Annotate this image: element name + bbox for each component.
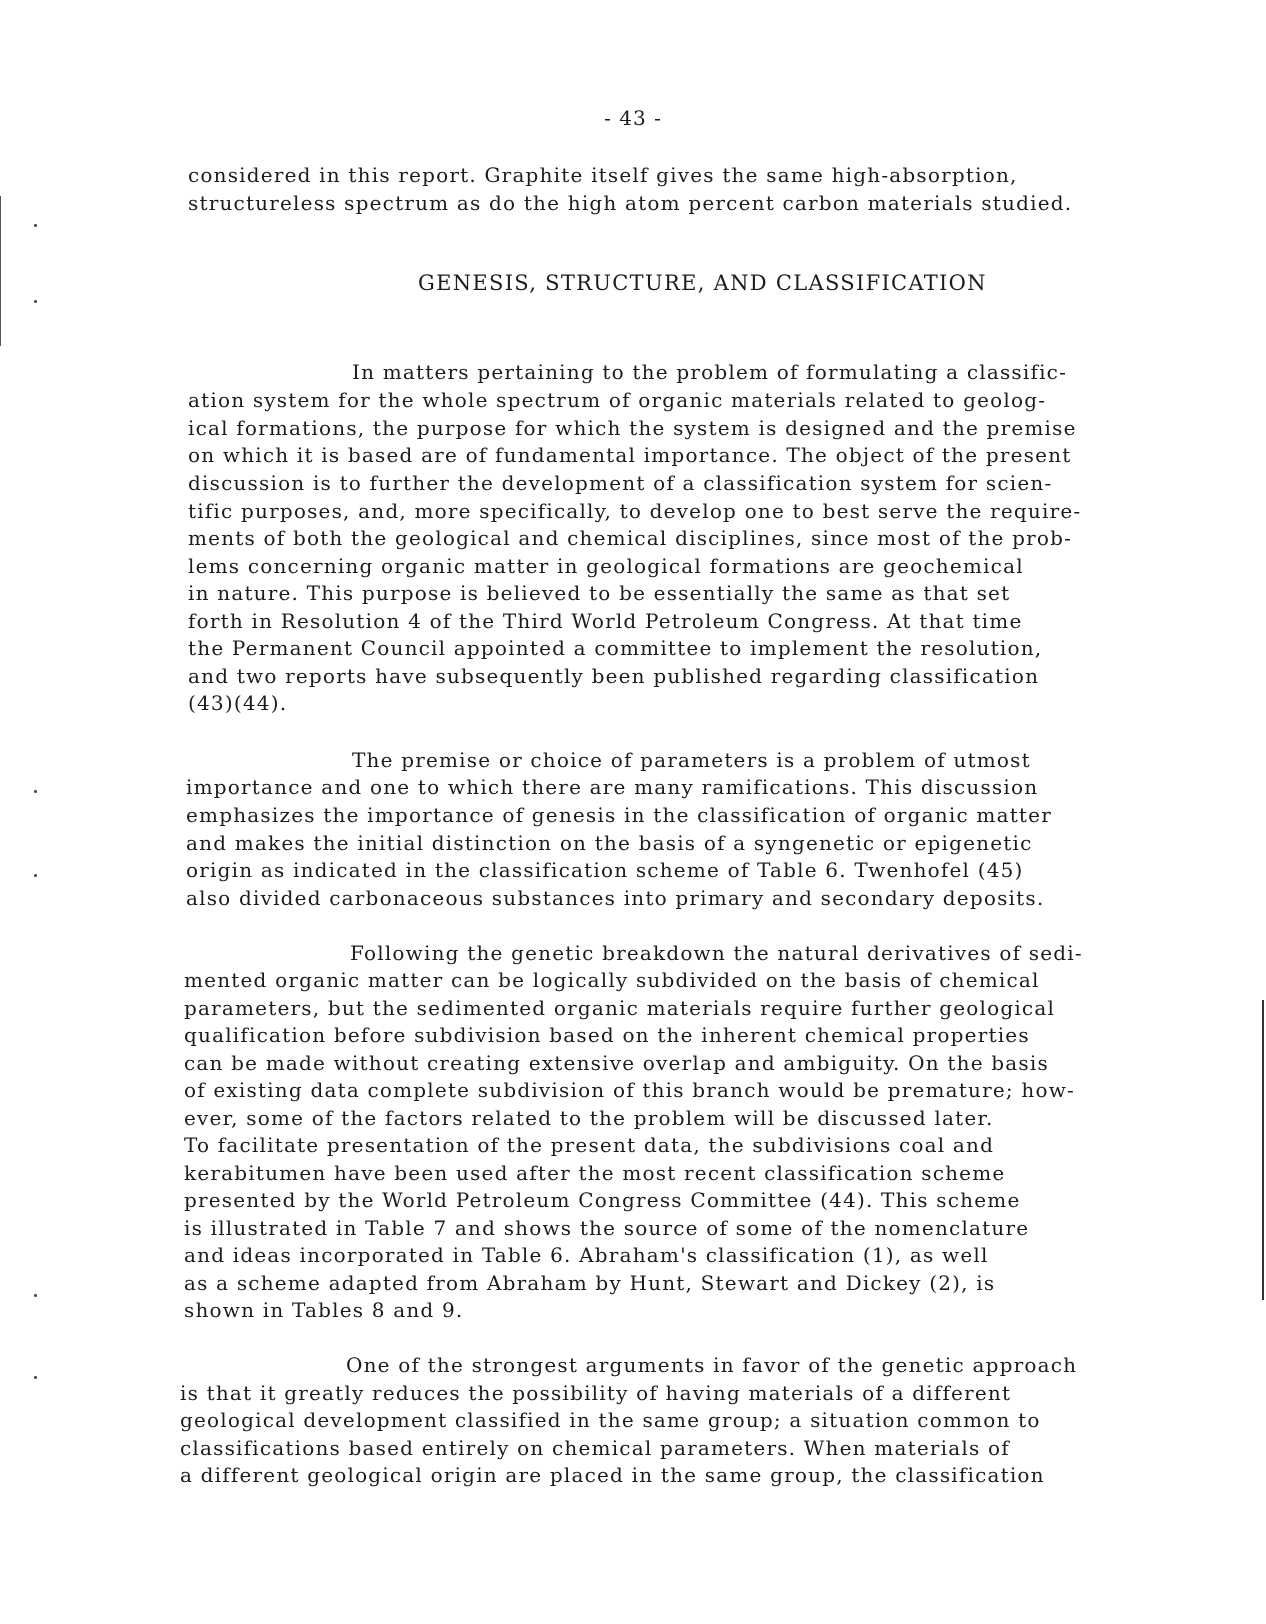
- scan-margin-rule: [0, 196, 1, 346]
- scan-right-rule: [1262, 1000, 1264, 1300]
- text-line: and makes the initial distinction on the basis of a syngenetic or epigenetic: [186, 831, 1033, 855]
- text-line: ments of both the geological and chemical disciplines, since most of the prob-: [188, 526, 1073, 550]
- text-line: kerabitumen have been used after the most recent classification scheme: [184, 1161, 1006, 1185]
- text-line: origin as indicated in the classification scheme of Table 6. Twenhofel (45): [186, 858, 1024, 882]
- text-line: shown in Tables 8 and 9.: [184, 1298, 464, 1322]
- text-line: Following the genetic breakdown the natural derivatives of sedi-: [350, 941, 1083, 965]
- text-line: ation system for the whole spectrum of organic materials related to geolog-: [188, 388, 1047, 412]
- text-line: on which it is based are of fundamental importance. The object of the present: [188, 443, 1072, 467]
- text-line: the Permanent Council appointed a committee to implement the resolution,: [188, 636, 1043, 660]
- text-line: ever, some of the factors related to the problem will be discussed later.: [184, 1106, 994, 1130]
- text-line: of existing data complete subdivision of this branch would be premature; how-: [184, 1078, 1075, 1102]
- text-line: in nature. This purpose is believed to be essentially the same as that set: [188, 581, 1011, 605]
- text-line: forth in Resolution 4 of the Third World Petroleum Congress. At that time: [188, 609, 1023, 633]
- scan-speck: [34, 874, 37, 877]
- text-line: is that it greatly reduces the possibility of having materials of a different: [180, 1381, 1012, 1405]
- text-line: parameters, but the sedimented organic materials require further geological: [184, 996, 1056, 1020]
- text-line: importance and one to which there are many ramifications. This discussion: [186, 775, 1039, 799]
- text-line: ical formations, the purpose for which the system is designed and the premise: [188, 416, 1077, 440]
- text-line: emphasizes the importance of genesis in the classification of organic matter: [186, 803, 1052, 827]
- text-line: structureless spectrum as do the high atom percent carbon materials studied.: [188, 191, 1073, 215]
- text-line: In matters pertaining to the problem of formulating a classific-: [352, 360, 1068, 384]
- scan-speck: [34, 1294, 37, 1297]
- text-line: One of the strongest arguments in favor of the genetic approach: [346, 1353, 1078, 1377]
- scan-speck: [34, 790, 37, 793]
- text-line: and two reports have subsequently been published regarding classification: [188, 664, 1040, 688]
- text-line: a different geological origin are placed in the same group, the classification: [180, 1463, 1045, 1487]
- page-number: - 43 -: [604, 106, 662, 130]
- text-line: can be made without creating extensive overlap and ambiguity. On the basis: [184, 1051, 1049, 1075]
- text-line: is illustrated in Table 7 and shows the source of some of the nomenclature: [184, 1216, 1030, 1240]
- text-line: and ideas incorporated in Table 6. Abraham's classification (1), as well: [184, 1243, 989, 1267]
- text-line: The premise or choice of parameters is a problem of utmost: [352, 748, 1031, 772]
- text-line: also divided carbonaceous substances into primary and secondary deposits.: [186, 886, 1045, 910]
- scan-speck: [34, 1376, 37, 1379]
- text-line: To facilitate presentation of the present data, the subdivisions coal and: [184, 1133, 995, 1157]
- scan-speck: [34, 224, 37, 227]
- text-line: mented organic matter can be logically subdivided on the basis of chemical: [184, 968, 1040, 992]
- scan-speck: [34, 300, 37, 303]
- text-line: classifications based entirely on chemical parameters. When materials of: [180, 1436, 1010, 1460]
- text-line: lems concerning organic matter in geological formations are geochemical: [188, 554, 1024, 578]
- text-line: presented by the World Petroleum Congress Committee (44). This scheme: [184, 1188, 1021, 1212]
- text-line: qualification before subdivision based on the inherent chemical properties: [184, 1023, 1030, 1047]
- section-heading: GENESIS, STRUCTURE, AND CLASSIFICATION: [418, 271, 987, 295]
- text-line: geological development classified in the same group; a situation common to: [180, 1408, 1041, 1432]
- text-line: tific purposes, and, more specifically, to develop one to best serve the require-: [188, 499, 1082, 523]
- text-line: as a scheme adapted from Abraham by Hunt, Stewart and Dickey (2), is: [184, 1271, 996, 1295]
- text-line: (43)(44).: [188, 691, 288, 715]
- text-line: discussion is to further the development of a classification system for scien-: [188, 471, 1053, 495]
- text-line: considered in this report. Graphite itself gives the same high-absorption,: [188, 163, 1018, 187]
